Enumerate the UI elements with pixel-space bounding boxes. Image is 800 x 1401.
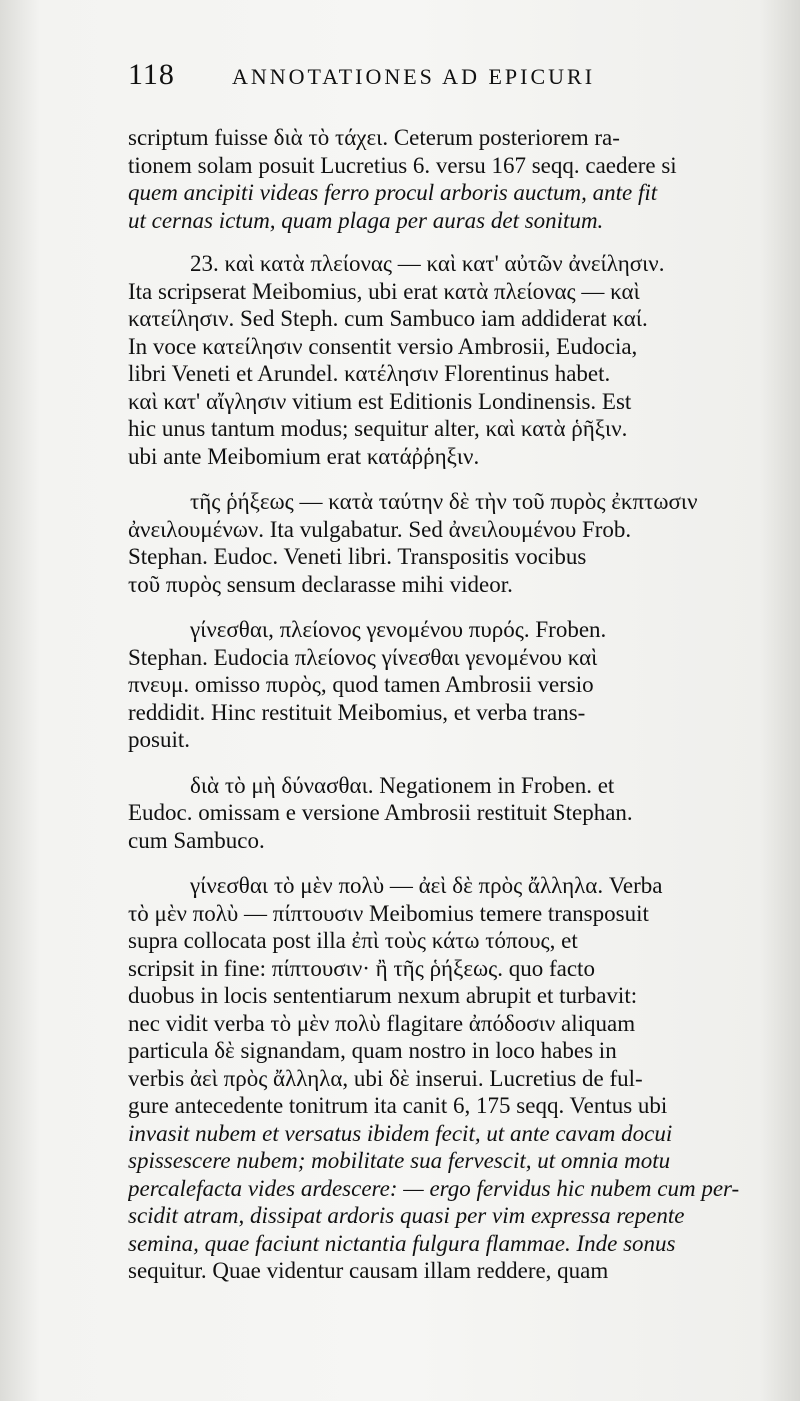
- text-line: tionem solam posuit Lucretius 6. versu 167 seqq. caedere si: [128, 152, 677, 178]
- text-line: Stephan. Eudocia πλείονος γίνεσθαι γενομένου καὶ: [128, 644, 598, 670]
- text-line: spissescere nubem; mobilitate sua fervescit, ut omnia motu: [128, 1148, 671, 1173]
- text-line: hic unus tantum modus; sequitur alter, καὶ κατὰ ῥῆξιν.: [128, 416, 628, 441]
- page-header: [128, 58, 760, 98]
- text-line: ubi ante Meibomium erat κατάῤῥηξιν.: [128, 443, 480, 469]
- text-line: Stephan. Eudoc. Veneti libri. Transpositis vocibus: [128, 544, 587, 569]
- paragraph-2: [128, 250, 768, 470]
- text-line: duobus in locis sententiarum nexum abrupit et turbavit:: [128, 983, 638, 1008]
- page-text: [128, 124, 768, 1285]
- page-number: 118: [128, 58, 175, 91]
- text-line: ut cernas ictum, quam plaga per auras det sonitum.: [128, 207, 604, 233]
- text-line: nec vidit verba τὸ μὲν πολὺ flagitare ἀπόδοσιν aliquam: [128, 1010, 636, 1036]
- text-line: semina, quae faciunt nictantia fulgura flammae. Inde sonus: [128, 1230, 676, 1256]
- text-line: reddidit. Hinc restituit Meibomius, et verba trans-: [128, 699, 586, 725]
- running-head: ANNOTATIONES AD EPICURI: [232, 64, 596, 89]
- text-line: libri Veneti et Arundel. κατέλησιν Florentinus habet.: [128, 361, 611, 386]
- text-line: scriptum fuisse διὰ τὸ τάχει. Ceterum posteriorem ra-: [128, 125, 620, 150]
- text-line: τοῦ πυρὸς sensum declarasse mihi videor.: [128, 571, 513, 597]
- paragraph-1: [128, 124, 768, 234]
- paragraph-3: [128, 488, 768, 598]
- text-line: gure antecedente tonitrum ita canit 6, 175 seqq. Ventus ubi: [128, 1093, 668, 1118]
- text-line: In voce κατείλησιν consentit versio Ambrosii, Eudocia,: [128, 333, 638, 359]
- text-line: sequitur. Quae videntur causam illam reddere, quam: [128, 1258, 609, 1283]
- paragraph-6: [128, 872, 768, 1285]
- paragraph-5: [128, 772, 768, 855]
- text-line: Ita scripserat Meibomius, ubi erat κατὰ πλείονας — καὶ: [128, 278, 640, 304]
- text-line: πνευμ. omisso πυρὸς, quod tamen Ambrosii versio: [128, 672, 594, 697]
- text-line: 23. καὶ κατὰ πλείονας — καὶ κατ' αὐτῶν ἀνείλησιν.: [190, 251, 665, 276]
- text-line: supra collocata post illa ἐπὶ τοὺς κάτω τόπους, et: [128, 928, 578, 953]
- text-line: scripsit in fine: πίπτουσιν· ἢ τῆς ῥήξεως. quo facto: [128, 955, 595, 981]
- text-line: percalefacta vides ardescere: — ergo fervidus hic nubem cum per-: [128, 1175, 740, 1201]
- text-line: verbis ἀεὶ πρὸς ἄλληλα, ubi δὲ inserui. Lucretius de ful-: [128, 1065, 643, 1091]
- text-line: κατείλησιν. Sed Steph. cum Sambuco iam addiderat καί.: [128, 306, 648, 331]
- text-line: quem ancipiti videas ferro procul arboris auctum, ante fit: [128, 180, 658, 205]
- text-line: τὸ μὲν πολὺ — πίπτουσιν Meibomius temere transposuit: [128, 900, 649, 926]
- text-line: cum Sambuco.: [128, 827, 265, 853]
- text-line: γίνεσθαι τὸ μὲν πολὺ — ἀεὶ δὲ πρὸς ἄλληλα. Verba: [190, 873, 663, 898]
- text-line: τῆς ῥήξεως — κατὰ ταύτην δὲ τὴν τοῦ πυρὸς ἐκπτωσιν: [190, 489, 698, 514]
- text-line: ἀνειλουμένων. Ita vulgabatur. Sed ἀνειλουμένου Frob.: [128, 516, 632, 542]
- text-line: γίνεσθαι, πλείονος γενομένου πυρός. Froben.: [190, 617, 607, 642]
- text-line: καὶ κατ' αἴγλησιν vitium est Editionis Londinensis. Est: [128, 388, 632, 414]
- text-line: Eudoc. omissam e versione Ambrosii restituit Stephan.: [128, 800, 633, 825]
- text-line: particula δὲ signandam, quam nostro in loco habes in: [128, 1038, 617, 1063]
- text-line: διὰ τὸ μὴ δύνασθαι. Negationem in Froben. et: [190, 772, 615, 798]
- text-line: invasit nubem et versatus ibidem fecit, ut ante cavam docui: [128, 1120, 673, 1146]
- text-line: posuit.: [128, 727, 190, 752]
- paragraph-4: [128, 616, 768, 754]
- text-line: scidit atram, dissipat ardoris quasi per vim expressa repente: [128, 1203, 685, 1228]
